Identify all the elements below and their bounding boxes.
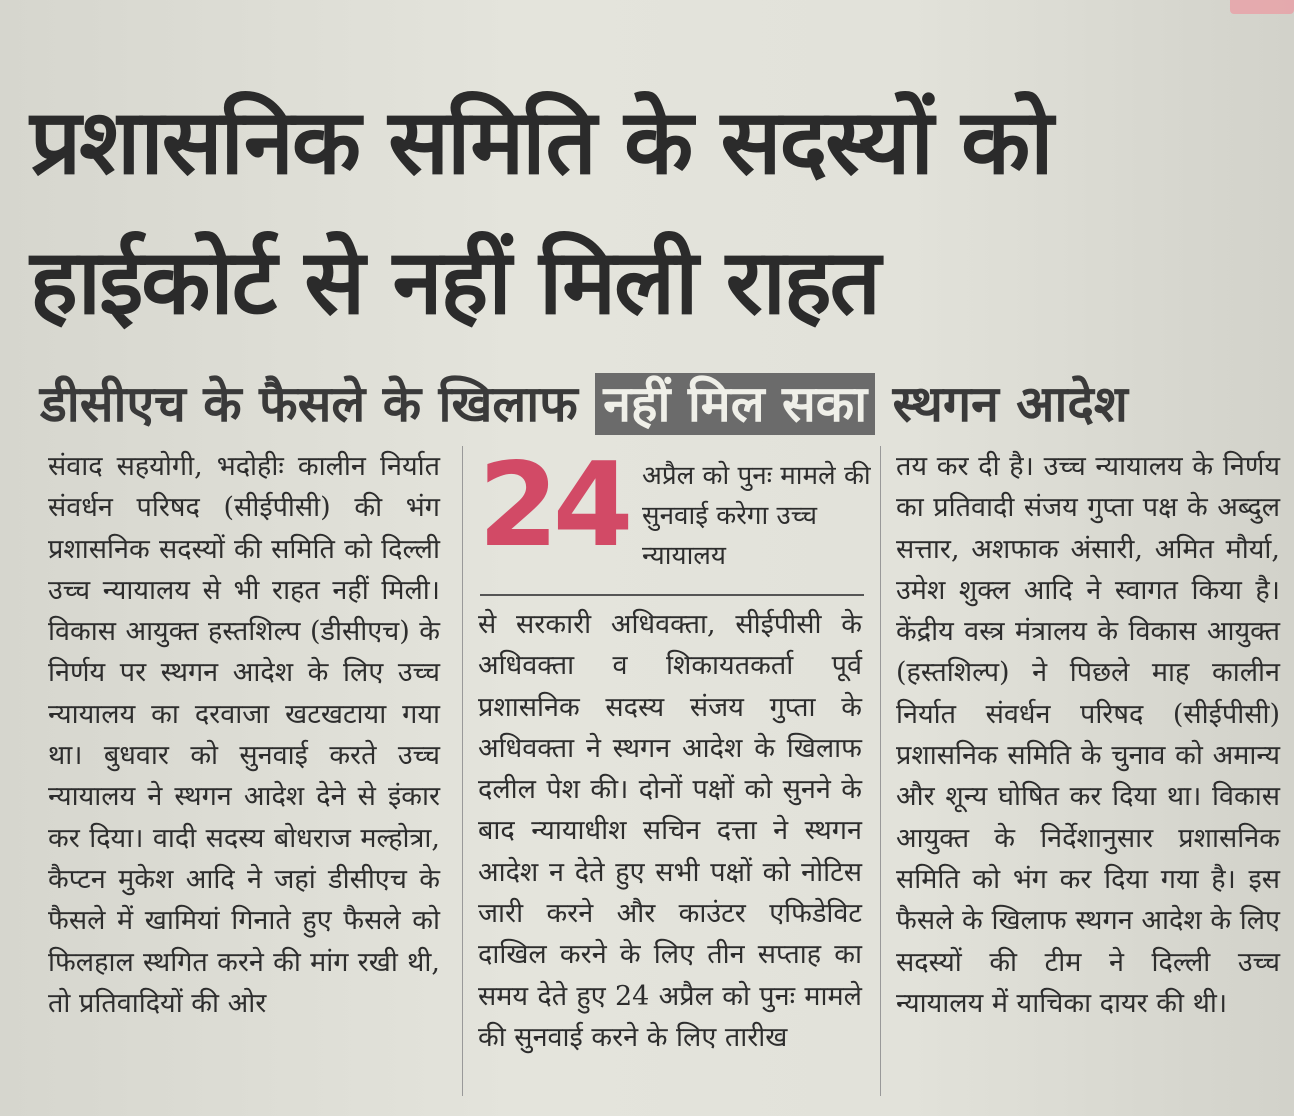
highlight-text: अप्रैल को पुनः मामले की सुनवाई करेगा उच्च न्यायालय [642,461,871,571]
article-column-2: से सरकारी अधिवक्ता, सीईपीसी के अधिवक्ता व शिकायतकर्ता पूर्व प्रशासनिक सदस्य संजय गुप्ता के अधिवक्ता ने स्थगन आदेश के खिलाफ दलील पेश की। दोनों पक्षों को सुनने के बाद न्यायाधीश सचिन दत्ता ने स्थगन आदेश न देते हुए सभी पक्षों को नोटिस जारी करने और काउंटर एफिडेविट दाखिल करने के लिए तीन सप्ताह का समय देते हुए 24 अप्रैल को पुनः मामले की सुनवाई करने के लिए तारीख [478,609,862,1053]
subheading-before: डीसीएच के फैसले के खिलाफ [40,375,596,433]
article-column-1: संवाद सहयोगी, भदोहीः कालीन निर्यात संवर्धन परिषद (सीईपीसी) की भंग प्रशासनिक सदस्यों की समिति को दिल्ली उच्च न्यायालय से भी राहत नहीं मिली। विकास आयुक्त हस्तशिल्प (डीसीएच) के निर्णय पर स्थगन आदेश के लिए उच्च न्यायालय का दरवाजा खटखटाया गया था। बुधवार को सुनवाई करते उच्च न्यायालय ने स्थगन आदेश देने से इंकार कर दिया। वादी सदस्य बोधराज मल्होत्रा, कैप्टन मुकेश आदि ने जहां डीसीएच के फैसले में खामियां गिनाते हुए फैसले को फिलहाल स्थगित करने की मांग रखी थी, तो प्रतिवादियों की ओर [48,451,440,1019]
subheading-highlight: नहीं मिल सका [595,373,875,435]
column-divider [880,446,881,1096]
highlight-number: 24 [478,438,628,573]
masthead-fragment [1230,0,1294,14]
highlight-rule [480,594,864,596]
column-divider [462,446,463,1096]
headline-line-1: प्रशासनिक समिति के सदस्यों को [30,90,1052,195]
subheading [40,368,1290,446]
subheading-after: स्थगन आदेश [875,375,1128,433]
article-column-3: तय कर दी है। उच्च न्यायालय के निर्णय का प्रतिवादी संजय गुप्ता पक्ष के अब्दुल सत्तार, अशफाक अंसारी, अमित मौर्या, उमेश शुक्ल आदि ने स्वागत किया है। केंद्रीय वस्त्र मंत्रालय के विकास आयुक्त (हस्तशिल्प) ने पिछले माह कालीन निर्यात संवर्धन परिषद (सीईपीसी) प्रशासनिक समिति के चुनाव को अमान्य और शून्य घोषित कर दिया था। विकास आयुक्त के निर्देशानुसार प्रशासनिक समिति को भंग कर दिया गया है। इस फैसले के खिलाफ स्थगन आदेश के लिए सदस्यों की टीम ने दिल्ली उच्च न्यायालय में याचिका दायर की थी। [896,451,1280,1019]
headline-line-2: हाईकोर्ट से नहीं मिली राहत [30,230,879,335]
